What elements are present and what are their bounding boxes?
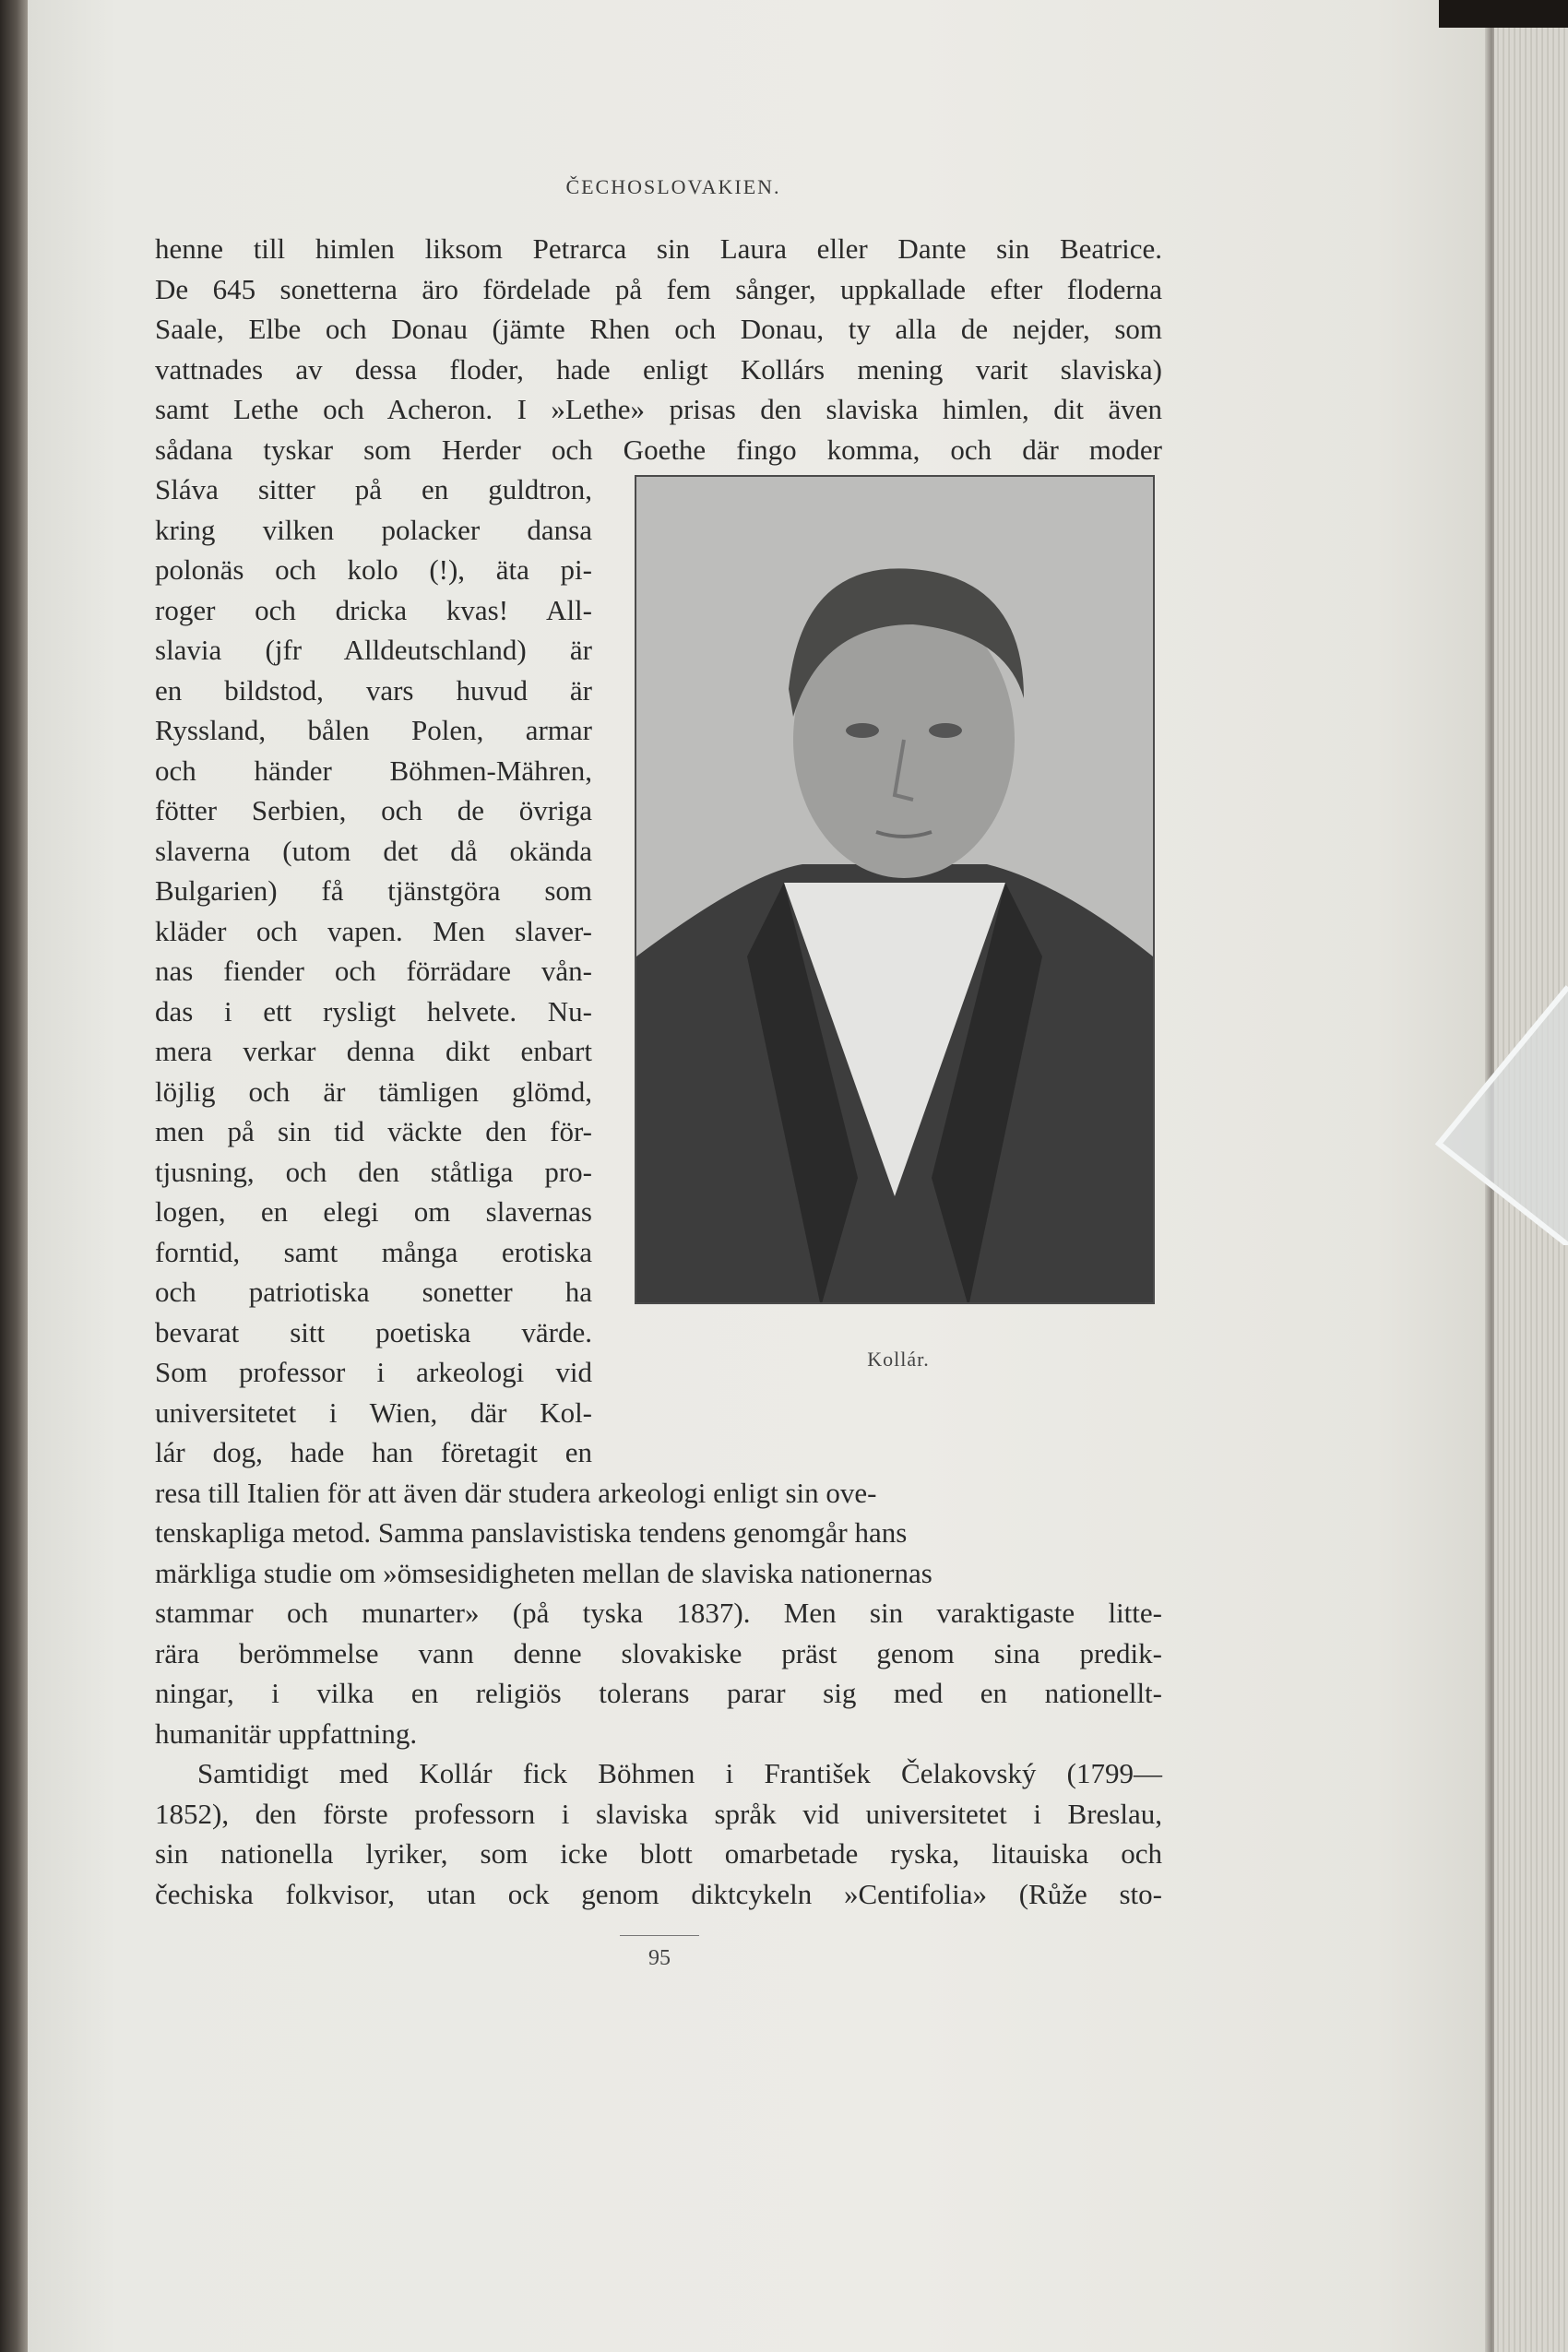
text-line: tjusning, och den ståtliga pro- (155, 1155, 592, 1188)
text-line: 1852), den förste professorn i slaviska språk vid universitetet i Breslau, (155, 1797, 1162, 1830)
text-line: vattnades av dessa floder, hade enligt Kollárs mening varit slaviska) (155, 352, 1162, 386)
text-line: märkliga studie om »ömsesidigheten mellan de slaviska nationernas (155, 1556, 932, 1589)
text-line: Samtidigt med Kollár fick Böhmen i František Čelakovský (1799— (197, 1757, 1162, 1789)
portrait-image (635, 475, 1155, 1304)
text-line: Som professor i arkeologi vid (155, 1356, 592, 1388)
paragraph (155, 229, 1162, 1753)
text-line: men på sin tid väckte den för- (155, 1115, 592, 1147)
portrait-illustration (636, 477, 1153, 1302)
text-line: sin nationella lyriker, som icke blott omarbetade ryska, litauiska och (155, 1837, 1162, 1870)
text-line: čechiska folkvisor, utan ock genom diktcykeln »Centifolia» (Růže sto- (155, 1877, 1162, 1910)
text-line: forntid, samt många erotiska (155, 1235, 592, 1268)
text-line: slaverna (utom det då okända (155, 834, 592, 867)
running-head: ČECHOSLOVAKIEN. (565, 175, 781, 198)
text-line: Ryssland, bålen Polen, armar (155, 714, 592, 746)
text-line: nas fiender och förrädare vån- (155, 955, 592, 987)
figure-caption: Kollár. (867, 1348, 930, 1371)
text-line: henne till himlen liksom Petrarca sin Laura eller Dante sin Beatrice. (155, 232, 1162, 265)
text-line: De 645 sonetterna äro fördelade på fem sånger, uppkallade efter floderna (155, 272, 1162, 305)
text-line: löjlig och är tämligen glömd, (155, 1075, 592, 1108)
folio-rule (620, 1935, 699, 1936)
text-line: das i ett rysligt helvete. Nu- (155, 994, 592, 1028)
text-line: stammar och munarter» (på tyska 1837). Men sin varaktigaste litte- (155, 1597, 1162, 1629)
figure (635, 475, 1162, 1591)
text-line: och patriotiska sonetter ha (155, 1276, 592, 1308)
text-line: mera verkar denna dikt enbart (155, 1035, 592, 1067)
page-number: 95 (648, 1946, 671, 1970)
text-line: universitetet i Wien, där Kol- (155, 1396, 592, 1429)
page-clip-icon (1411, 968, 1568, 1245)
text-line: rära berömmelse vann denne slovakiske präst genom sina predik- (155, 1636, 1162, 1669)
body-text (155, 229, 1162, 1914)
text-line: bevarat sitt poetiska värde. (155, 1315, 592, 1348)
background-shadow (1439, 0, 1568, 28)
text-line: Bulgarien) få tjänstgöra som (155, 874, 592, 907)
text-line: kring vilken polacker dansa (155, 513, 592, 546)
text-line: sådana tyskar som Herder och Goethe fingo komma, och där moder (155, 433, 1162, 466)
text-line: lár dog, hade han företagit en (155, 1436, 592, 1468)
text-line: fötter Serbien, och de övriga (155, 794, 592, 826)
book-spine-edge (0, 0, 28, 2352)
text-line: Sláva sitter på en guldtron, (155, 473, 592, 505)
text-line: Saale, Elbe och Donau (jämte Rhen och Donau, ty alla de nejder, som (155, 313, 1162, 345)
text-line: logen, en elegi om slavernas (155, 1195, 592, 1228)
text-line: slavia (jfr Alldeutschland) är (155, 634, 592, 666)
paragraph (155, 1753, 1162, 1914)
text-line: en bildstod, vars huvud är (155, 673, 592, 707)
text-line: tenskapliga metod. Samma panslavistiska tendens genomgår hans (155, 1516, 908, 1549)
text-line: roger och dricka kvas! All- (155, 593, 592, 626)
text-line: kläder och vapen. Men slaver- (155, 914, 592, 947)
text-line: och händer Böhmen-Mähren, (155, 754, 592, 787)
text-line: samt Lethe och Acheron. I »Lethe» prisas den slaviska himlen, dit även (155, 393, 1162, 425)
text-line: resa till Italien för att även där studera arkeologi enligt sin ove- (155, 1476, 877, 1509)
text-line: ningar, i vilka en religiös tolerans parar sig med en nationellt- (155, 1677, 1162, 1709)
text-line: humanitär uppfattning. (155, 1716, 418, 1750)
text-line: polonäs och kolo (!), äta pi- (155, 553, 592, 586)
